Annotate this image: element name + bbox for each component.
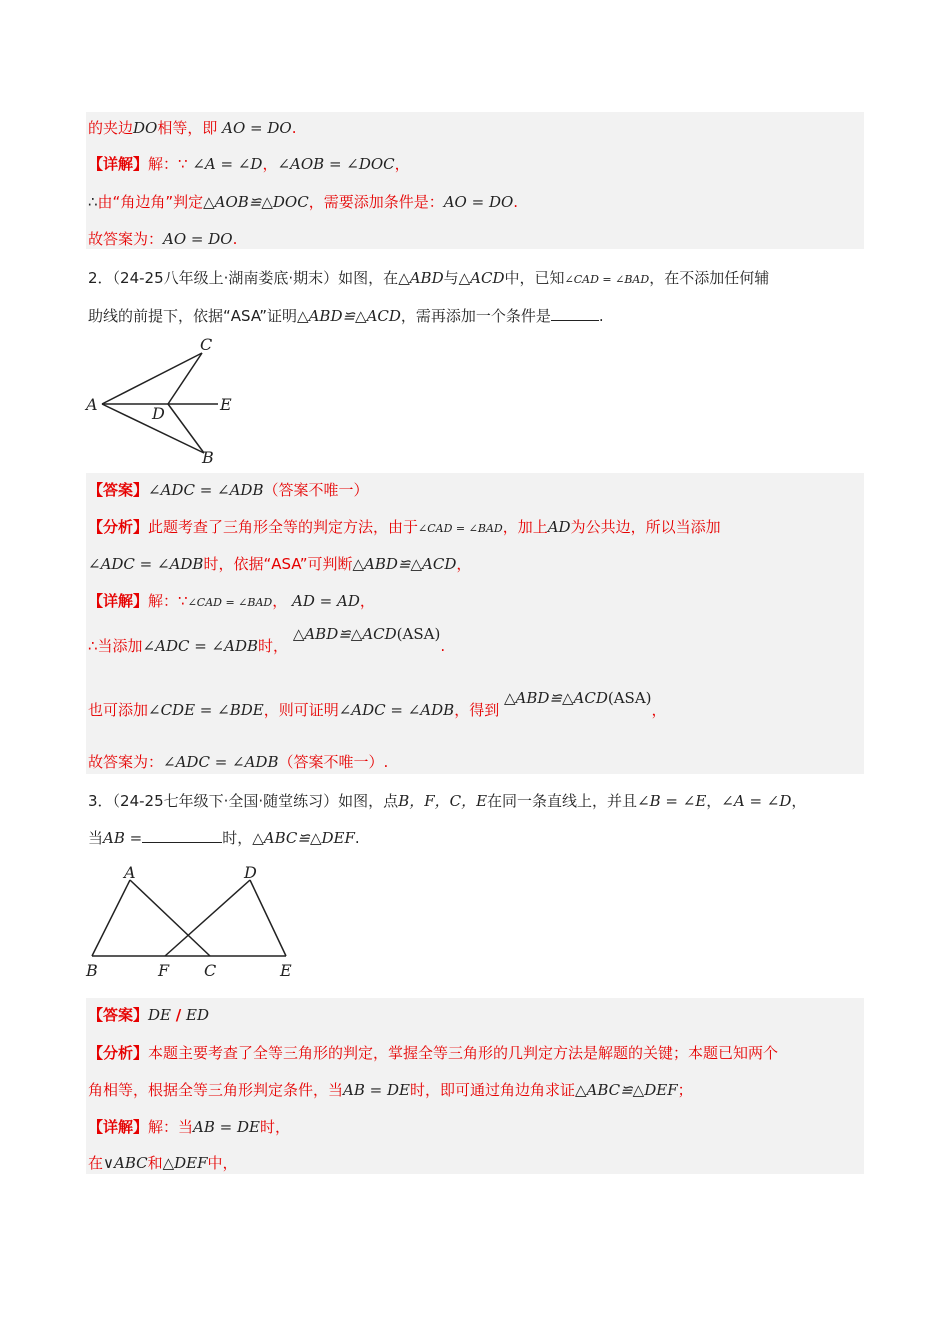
label-C: C	[204, 961, 217, 980]
label-E: E	[280, 961, 292, 980]
line-DF	[165, 880, 250, 956]
label-A: A	[124, 863, 136, 882]
q3-analysis-line-2: 角相等，根据全等三角形判定条件，当AB = DE时，即可通过角边角求证△ABC≌△DEF；	[88, 1081, 693, 1099]
question-3-line-2: 当AB = 时，△ABC≌△DEF.	[88, 829, 360, 847]
line-DE	[250, 880, 286, 956]
question-2-line-2: 助线的前提下，依据“ASA”证明△ABD≌△ACD，需再添加一个条件是 .	[88, 307, 604, 325]
q2-answer: 【答案】∠ADC = ∠ADB（答案不唯一）	[88, 481, 369, 499]
q2-analysis-line-2: ∠ADC = ∠ADB时，依据“ASA”可判断△ABD≌△ACD，	[88, 555, 472, 573]
solution-1-line-4: 故答案为：AO = DO.	[88, 230, 238, 248]
label-B: B	[86, 961, 98, 980]
q2-final-answer: 故答案为：∠ADC = ∠ADB（答案不唯一）.	[88, 753, 389, 771]
line-DB	[168, 404, 204, 453]
q3-detail-line-2: 在∨ABC和△DEF中，	[88, 1154, 238, 1172]
line-AC	[130, 880, 210, 956]
solution-1-line-2: 【详解】解：∵ ∠A = ∠D，∠AOB = ∠DOC，	[88, 155, 410, 173]
line-CD	[168, 353, 202, 404]
figure-q3	[80, 860, 310, 985]
solution-1-line-3: ∴由“角边角”判定△AOB≌△DOC，需要添加条件是：AO = DO.	[88, 193, 519, 211]
q3-analysis-line-1: 【分析】本题主要考查了全等三角形的判定，掌握全等三角形的几判定方法是解题的关键；本题已知两个	[88, 1044, 779, 1062]
line-AB	[92, 880, 130, 956]
solution-1-line-1: 的夹边DO相等，即 AO = DO.	[88, 119, 297, 137]
label-D: D	[152, 404, 165, 423]
question-3-line-1: 3．（24-25七年级下·全国·随堂练习）如图，点B，F，C，E在同一条直线上，并且∠B = ∠E，∠A = ∠D，	[88, 792, 807, 810]
q2-analysis-line-1: 【分析】此题考查了三角形全等的判定方法，由于∠CAD = ∠BAD，加上AD为公共边，所以当添加	[88, 518, 721, 536]
q2-detail-line-3: 也可添加∠CDE = ∠BDE，则可证明∠ADC = ∠ADB，得到 △ABD≌△ACD(ASA)，	[88, 689, 667, 719]
q2-detail-line-1: 【详解】解：∵∠CAD = ∠BAD， AD = AD，	[88, 592, 375, 610]
question-2-line-1: 2．（24-25八年级上·湖南娄底·期末）如图，在△ABD与△ACD中，已知∠CAD = ∠BAD，在不添加任何辅	[88, 269, 770, 287]
label-D: D	[244, 863, 257, 882]
label-A: A	[86, 395, 98, 414]
label-E: E	[220, 395, 232, 414]
answer-blank[interactable]	[142, 828, 222, 843]
line-AC	[102, 353, 202, 404]
figure-q2	[80, 335, 250, 470]
q3-answer: 【答案】DE / ED	[88, 1006, 210, 1024]
q3-detail-line-1: 【详解】解：当AB = DE时，	[88, 1118, 290, 1136]
label-F: F	[158, 961, 170, 980]
q2-detail-line-2: ∴当添加∠ADC = ∠ADB时， △ABD≌△ACD(ASA).	[88, 625, 446, 655]
label-C: C	[200, 335, 213, 354]
label-B: B	[202, 448, 214, 467]
answer-blank[interactable]	[551, 306, 599, 321]
